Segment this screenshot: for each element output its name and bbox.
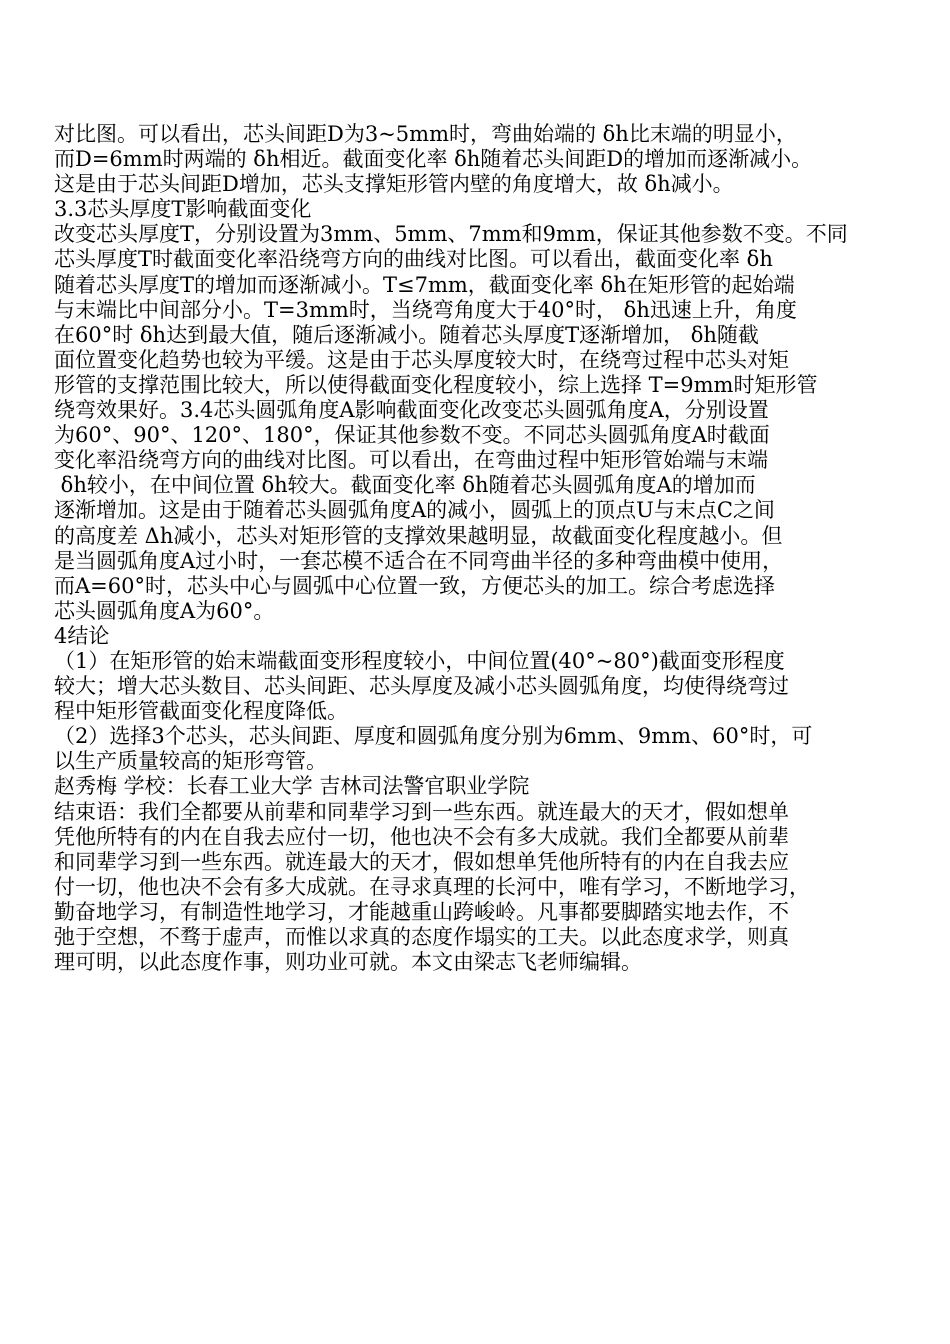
text-line: 而D=6mm时两端的 δh相近。截面变化率 δh随着芯头间距D的增加而逐渐减小。 (54, 147, 813, 172)
section-heading: 3.3芯头厚度T影响截面变化 (54, 197, 312, 222)
author-line: 赵秀梅 学校：长春工业大学 吉林司法警官职业学院 (54, 774, 530, 799)
document-body (54, 122, 904, 975)
text-line: δh较小，在中间位置 δh较大。截面变化率 δh随着芯头圆弧角度A的增加而 (54, 473, 756, 498)
text-line: 是当圆弧角度A过小时，一套芯模不适合在不同弯曲半径的多种弯曲模中使用， (54, 548, 784, 573)
text-line: 绕弯效果好。3.4芯头圆弧角度A影响截面变化改变芯头圆弧角度A，分别设置 (54, 398, 769, 423)
text-line: 变化率沿绕弯方向的曲线对比图。可以看出，在弯曲过程中矩形管始端与末端 (54, 448, 768, 473)
text-line: 勤奋地学习，有制造性地学习，才能越重山跨峻岭。凡事都要脚踏实地去作，不 (54, 899, 789, 924)
text-line: 和同辈学习到一些东西。就连最大的天才，假如想单凭他所特有的内在自我去应 (54, 849, 789, 874)
text-line: 弛于空想，不骛于虚声，而惟以求真的态度作塌实的工夫。以此态度求学，则真 (54, 925, 789, 949)
text-line: 逐渐增加。这是由于随着芯头圆弧角度A的减小，圆弧上的顶点U与末点C之间 (54, 498, 775, 523)
text-line: 芯头圆弧角度A为60°。 (54, 598, 275, 623)
text-line: 以生产质量较高的矩形弯管。 (54, 749, 327, 774)
text-line: 程中矩形管截面变化程度降低。 (54, 699, 348, 724)
text-line: 面位置变化趋势也较为平缓。这是由于芯头厚度较大时，在绕弯过程中芯头对矩 (54, 347, 789, 372)
text-line: 与末端比中间部分小。T=3mm时，当绕弯角度大于40°时， δh迅速上升，角度 (54, 297, 797, 322)
text-line: 理可明，以此态度作事，则功业可就。本文由梁志飞老师编辑。 (54, 950, 642, 975)
text-line: 芯头厚度T时截面变化率沿绕弯方向的曲线对比图。可以看出，截面变化率 δh (54, 247, 773, 272)
text-line: 结束语：我们全都要从前辈和同辈学习到一些东西。就连最大的天才，假如想单 (54, 799, 789, 824)
text-line: 随着芯头厚度T的增加而逐渐减小。T≤7mm，截面变化率 δh在矩形管的起始端 (54, 272, 795, 297)
text-line: 形管的支撑范围比较大，所以使得截面变化程度较小，综上选择 T=9mm时矩形管 (54, 372, 818, 397)
text-line: 的高度差 Δh减小，芯头对矩形管的支撑效果越明显，故截面变化程度越小。但 (54, 523, 783, 548)
text-line: 为60°、90°、120°、180°，保证其他参数不变。不同芯头圆弧角度A时截面 (54, 423, 770, 448)
text-line: 凭他所特有的内在自我去应付一切，他也决不会有多大成就。我们全都要从前辈 (54, 824, 789, 849)
text-line: 对比图。可以看出，芯头间距D为3~5mm时，弯曲始端的 δh比末端的明显小， (54, 122, 797, 146)
section-heading: 4结论 (54, 623, 110, 648)
text-line: 在60°时 δh达到最大值，随后逐渐减小。随着芯头厚度T逐渐增加， δh随截 (54, 322, 759, 347)
text-line: 改变芯头厚度T，分别设置为3mm、5mm、7mm和9mm，保证其他参数不变。不同 (54, 222, 848, 247)
text-line: 而A=60°时，芯头中心与圆弧中心位置一致，方便芯头的加工。综合考虑选择 (54, 573, 775, 598)
text-line: （1）在矩形管的始末端截面变形程度较小，中间位置(40°~80°)截面变形程度 (54, 648, 785, 673)
text-line: （2）选择3个芯头，芯头间距、厚度和圆弧角度分别为6mm、9mm、60°时，可 (54, 724, 813, 749)
text-line: 付一切，他也决不会有多大成就。在寻求真理的长河中，唯有学习，不断地学习， (54, 874, 810, 899)
text-line: 这是由于芯头间距D增加，芯头支撑矩形管内壁的角度增大，故 δh减小。 (54, 172, 734, 197)
text-line: 较大；增大芯头数目、芯头间距、芯头厚度及减小芯头圆弧角度，均使得绕弯过 (54, 674, 789, 699)
